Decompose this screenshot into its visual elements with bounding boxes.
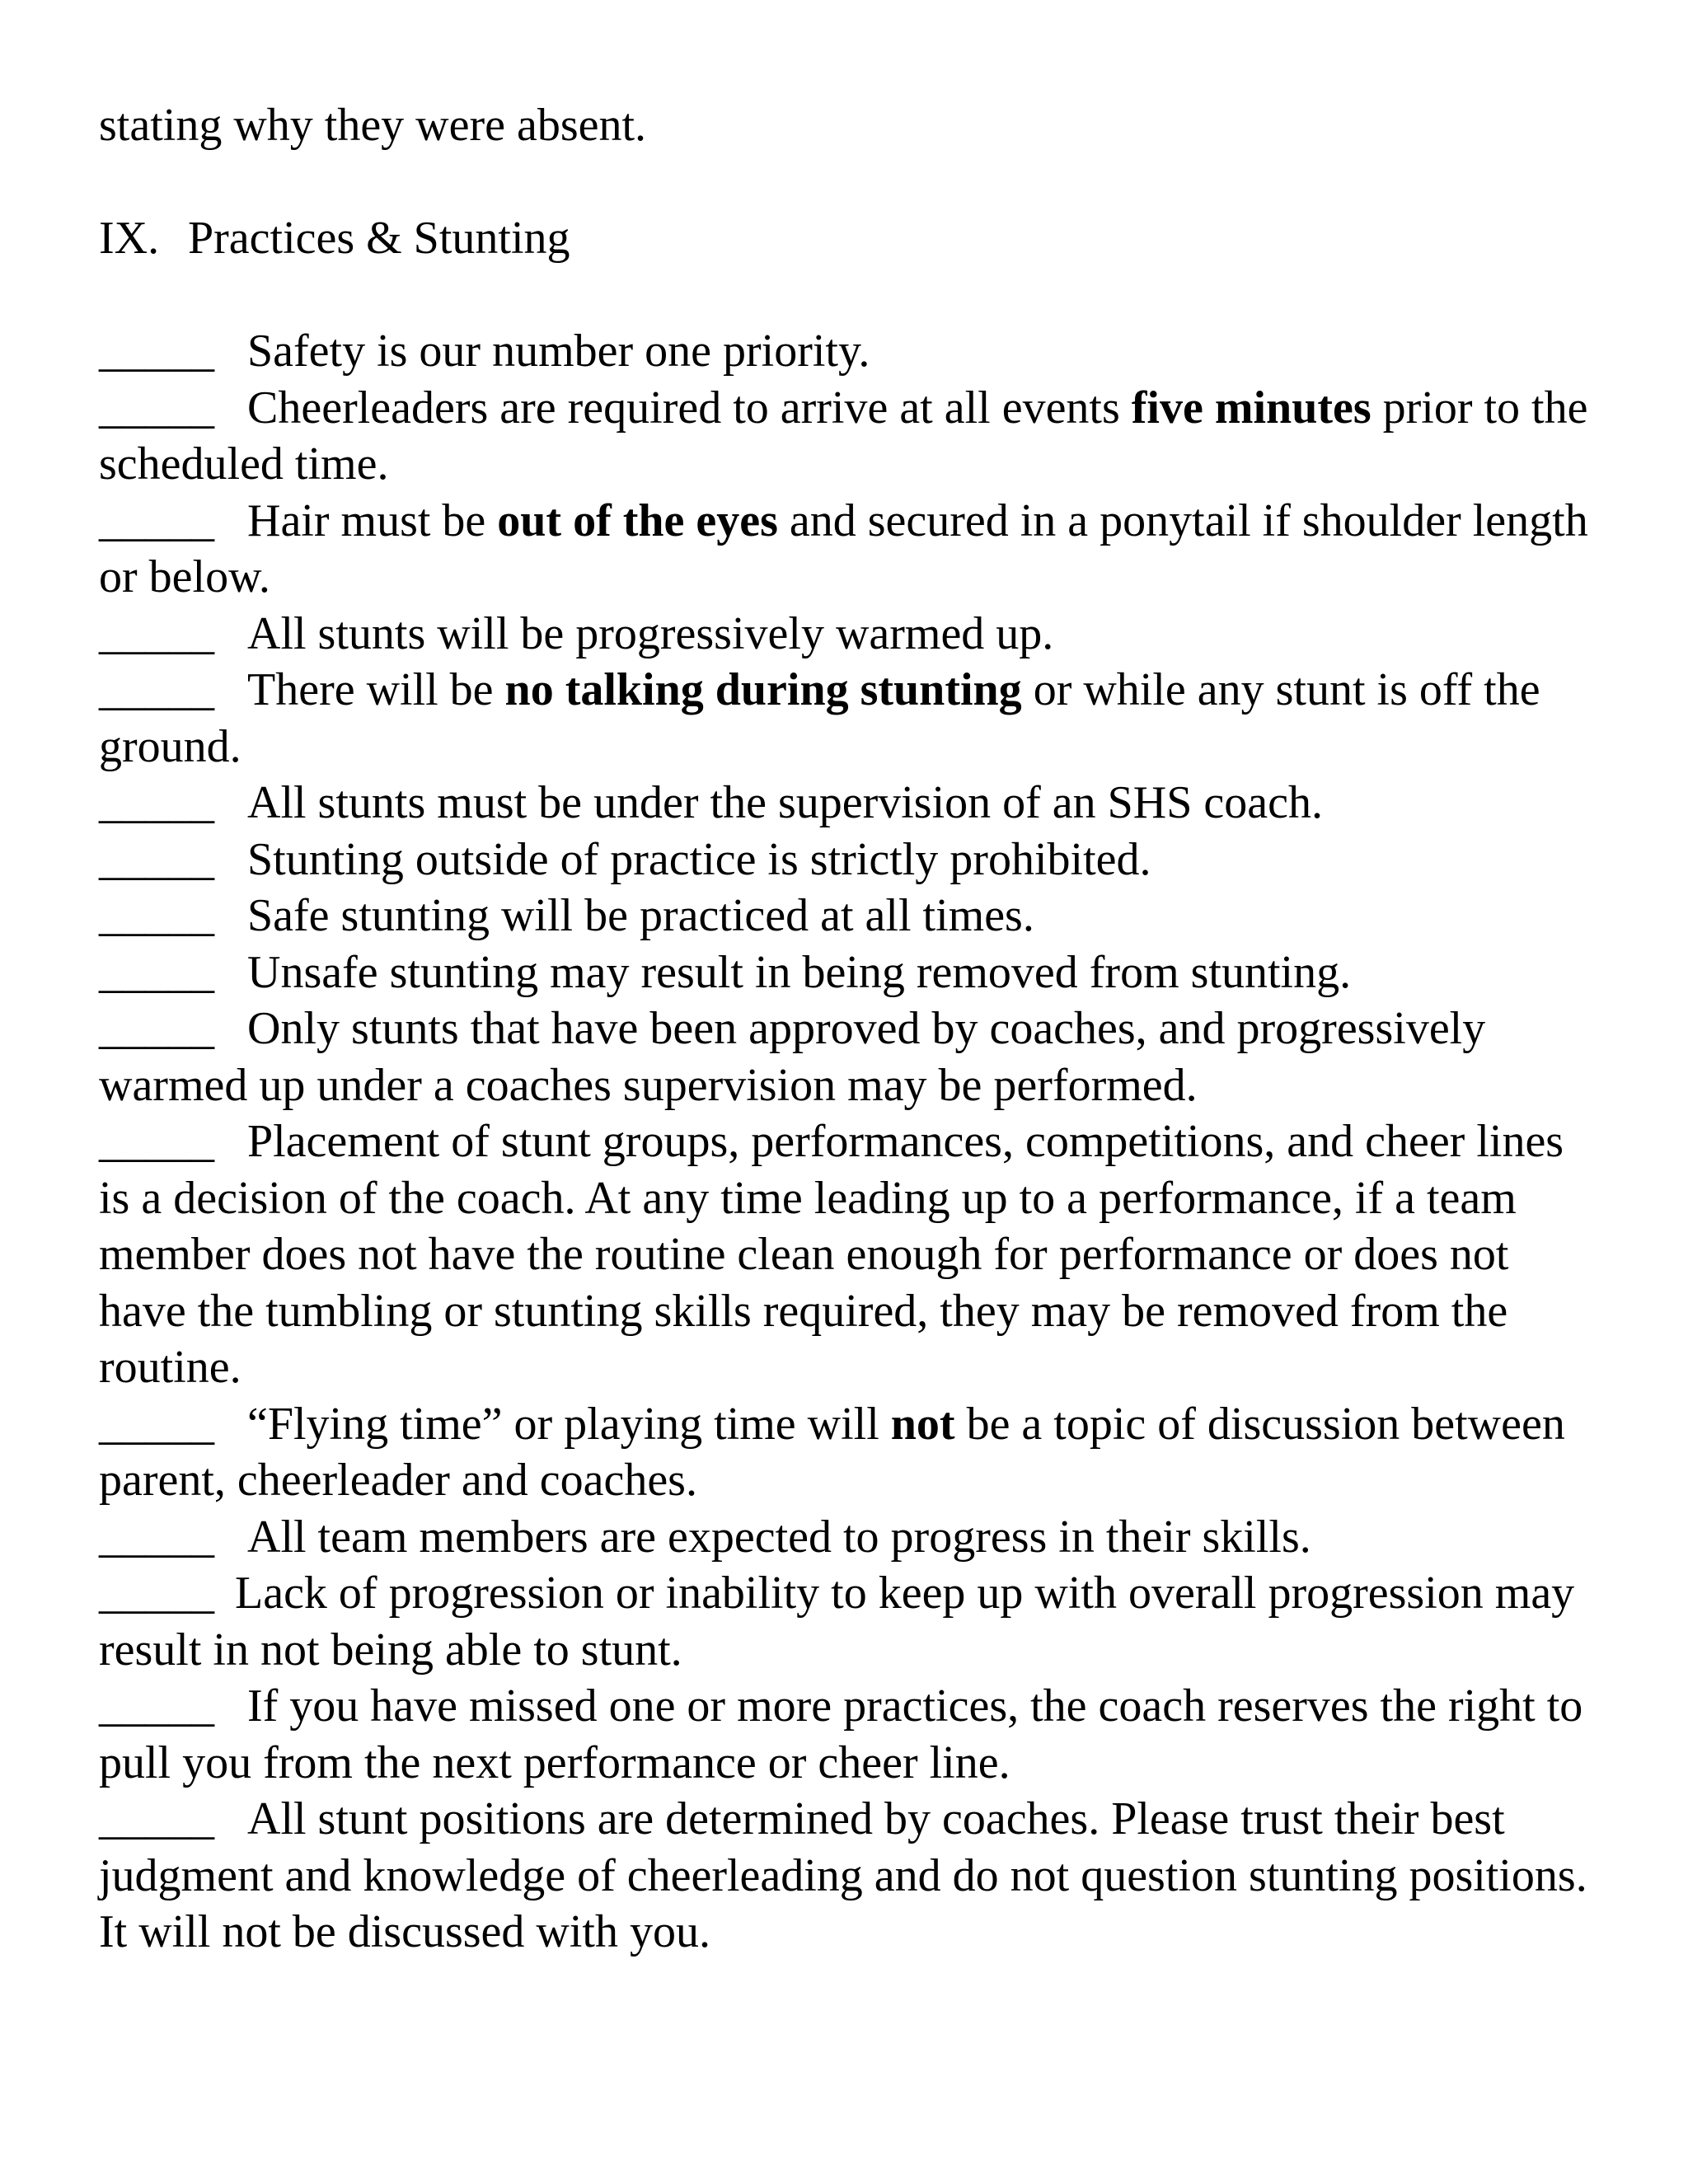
initial-blank: _____ [99, 1511, 214, 1563]
initial-blank: _____ [99, 946, 214, 998]
rule-text: Safe stunting will be practiced at all times. [247, 890, 1034, 941]
rule-text: All team members are expected to progress in their skills. [247, 1511, 1311, 1563]
rule-text: Safety is our number one priority. [247, 326, 870, 377]
rule-item [99, 1791, 1591, 1961]
rule-item [99, 380, 1591, 493]
rule-item [99, 944, 1591, 1001]
spacer [99, 267, 1591, 324]
initial-blank: _____ [99, 777, 214, 828]
rule-text: All stunts must be under the supervision of an SHS coach. [247, 777, 1323, 828]
initial-blank: _____ [99, 607, 214, 659]
rule-item [99, 775, 1591, 832]
initial-blank: _____ [99, 494, 214, 546]
rule-text: “Flying time” or playing time will [247, 1398, 891, 1450]
rule-item [99, 1396, 1591, 1509]
rule-text: All stunt positions are determined by coaches. Please trust their best judgment and knowledge of cheerleading and do not question stunting positions. It will not be discussed with you. [99, 1793, 1587, 1957]
rule-text: or while any stunt is off the ground. [99, 664, 1540, 772]
rule-item [99, 606, 1591, 663]
initial-blank: _____ [99, 664, 214, 715]
rule-text: Lack of progression or inability to keep up with overall progression may result in not being able to stunt. [99, 1568, 1575, 1675]
section-number: IX. [99, 213, 160, 264]
rule-text: and secured in a ponytail if shoulder length or below. [99, 494, 1588, 602]
section-heading [99, 210, 1591, 267]
spacer [99, 154, 1591, 211]
initial-blank: _____ [99, 382, 214, 434]
rule-text: Stunting outside of practice is strictly prohibited. [247, 833, 1151, 885]
rule-text: There will be [247, 664, 505, 715]
rule-item [99, 1678, 1591, 1791]
rule-text: Only stunts that have been approved by coaches, and progressively warmed up under a coaches supervision may be performed. [99, 1003, 1486, 1111]
rule-emphasis: no talking during stunting [504, 664, 1022, 715]
initial-blank: _____ [99, 1003, 214, 1054]
rule-text: Placement of stunt groups, performances, competitions, and cheer lines is a decision of the coach. At any time leading up to a performance, if a team member does not have the routine clean enough for performance or does not have the tumbling or stunting skills required, they may be removed from the routine. [99, 1116, 1564, 1393]
initial-blank: _____ [99, 1680, 214, 1732]
rule-item [99, 323, 1591, 380]
rule-item [99, 1565, 1591, 1678]
rule-text: prior to the scheduled time. [99, 382, 1588, 490]
document-page [99, 97, 1591, 1961]
rule-text: be a topic of discussion between parent, cheerleader and coaches. [99, 1398, 1565, 1506]
rule-text: All stunts will be progressively warmed up. [247, 607, 1054, 659]
rule-text: Cheerleaders are required to arrive at all events [247, 382, 1132, 434]
initial-blank: _____ [99, 1116, 214, 1167]
rule-item [99, 1509, 1591, 1566]
rule-item [99, 1001, 1591, 1113]
initial-blank: _____ [99, 1398, 214, 1450]
initial-blank: _____ [99, 1568, 214, 1619]
rule-text: If you have missed one or more practices, the coach reserves the right to pull you from the next performance or cheer line. [99, 1680, 1583, 1788]
intro-fragment: stating why they were absent. [99, 100, 647, 151]
rule-item [99, 662, 1591, 775]
rule-item [99, 1113, 1591, 1396]
initial-blank: _____ [99, 833, 214, 885]
rule-emphasis: not [890, 1398, 955, 1450]
rule-emphasis: out of the eyes [497, 494, 778, 546]
rule-item [99, 888, 1591, 944]
rule-item [99, 493, 1591, 606]
rule-text: Hair must be [247, 494, 498, 546]
initial-blank: _____ [99, 326, 214, 377]
initial-blank: _____ [99, 890, 214, 941]
rule-emphasis: five minutes [1131, 382, 1372, 434]
section-title: Practices & Stunting [188, 213, 570, 264]
initial-blank: _____ [99, 1793, 214, 1844]
rule-item [99, 832, 1591, 888]
rule-text: Unsafe stunting may result in being removed from stunting. [247, 946, 1352, 998]
